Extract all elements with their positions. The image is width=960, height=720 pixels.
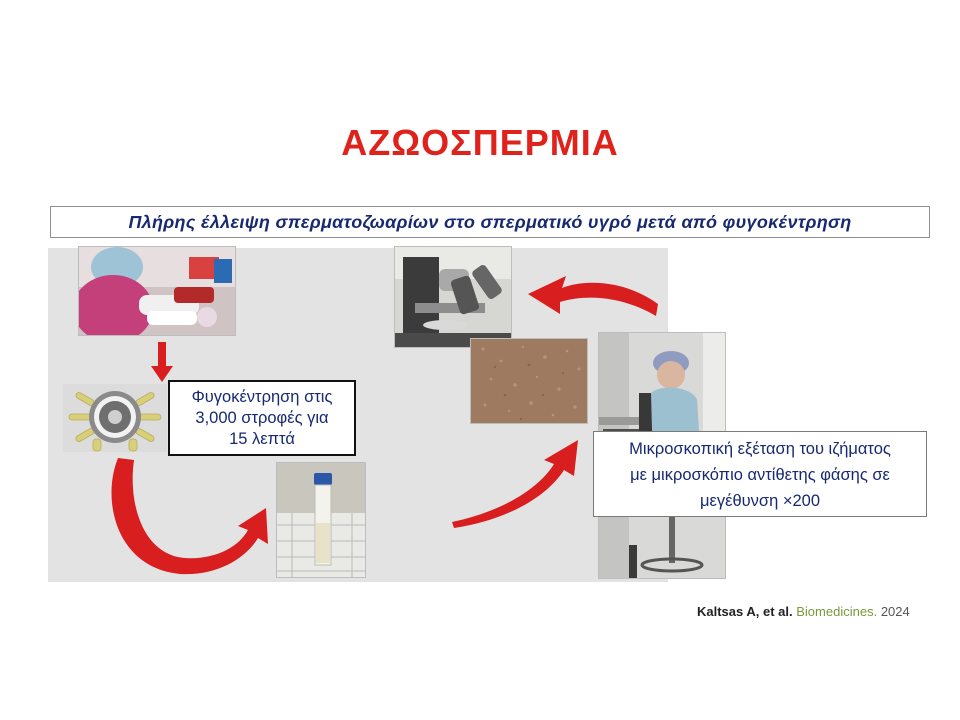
centrifuge-rotor-photo	[63, 384, 167, 452]
subtitle-box: Πλήρης έλλειψη σπερματοζωαρίων στο σπερματικό υγρό μετά από φυγοκέντρηση	[50, 206, 930, 238]
sample-handling-photo	[78, 246, 236, 336]
microscope-photo	[394, 246, 512, 348]
sediment-micrograph	[470, 338, 588, 424]
citation-year: 2024	[880, 604, 910, 619]
citation-authors: Kaltsas A, et al.	[697, 604, 793, 619]
down-arrow	[150, 342, 174, 384]
curved-arrow-to-microscopy	[450, 436, 585, 528]
centrifuge-line-1: Φυγοκέντρηση στις	[191, 388, 333, 406]
microscopy-line-3: μεγέθυνση ×200	[699, 492, 821, 510]
test-tube-photo	[276, 462, 366, 578]
centrifuge-line-3: 15 λεπτά	[229, 430, 295, 448]
centrifuge-line-2: 3,000 στροφές για	[195, 409, 329, 427]
centrifuge-step-box	[168, 380, 356, 456]
slide-title: ΑΖΩΟΣΠΕΡΜΙΑ	[341, 122, 619, 163]
citation	[697, 604, 910, 619]
microscopy-step-box	[593, 431, 927, 517]
curved-arrow-to-tube	[96, 450, 276, 590]
microscopy-line-1: Μικροσκοπική εξέταση του ιζήματος	[629, 440, 891, 458]
curved-arrow-to-microscope	[526, 262, 660, 318]
microscopy-line-2: με μικροσκόπιο αντίθετης φάσης σε	[630, 466, 890, 484]
citation-journal: Biomedicines.	[796, 604, 878, 619]
